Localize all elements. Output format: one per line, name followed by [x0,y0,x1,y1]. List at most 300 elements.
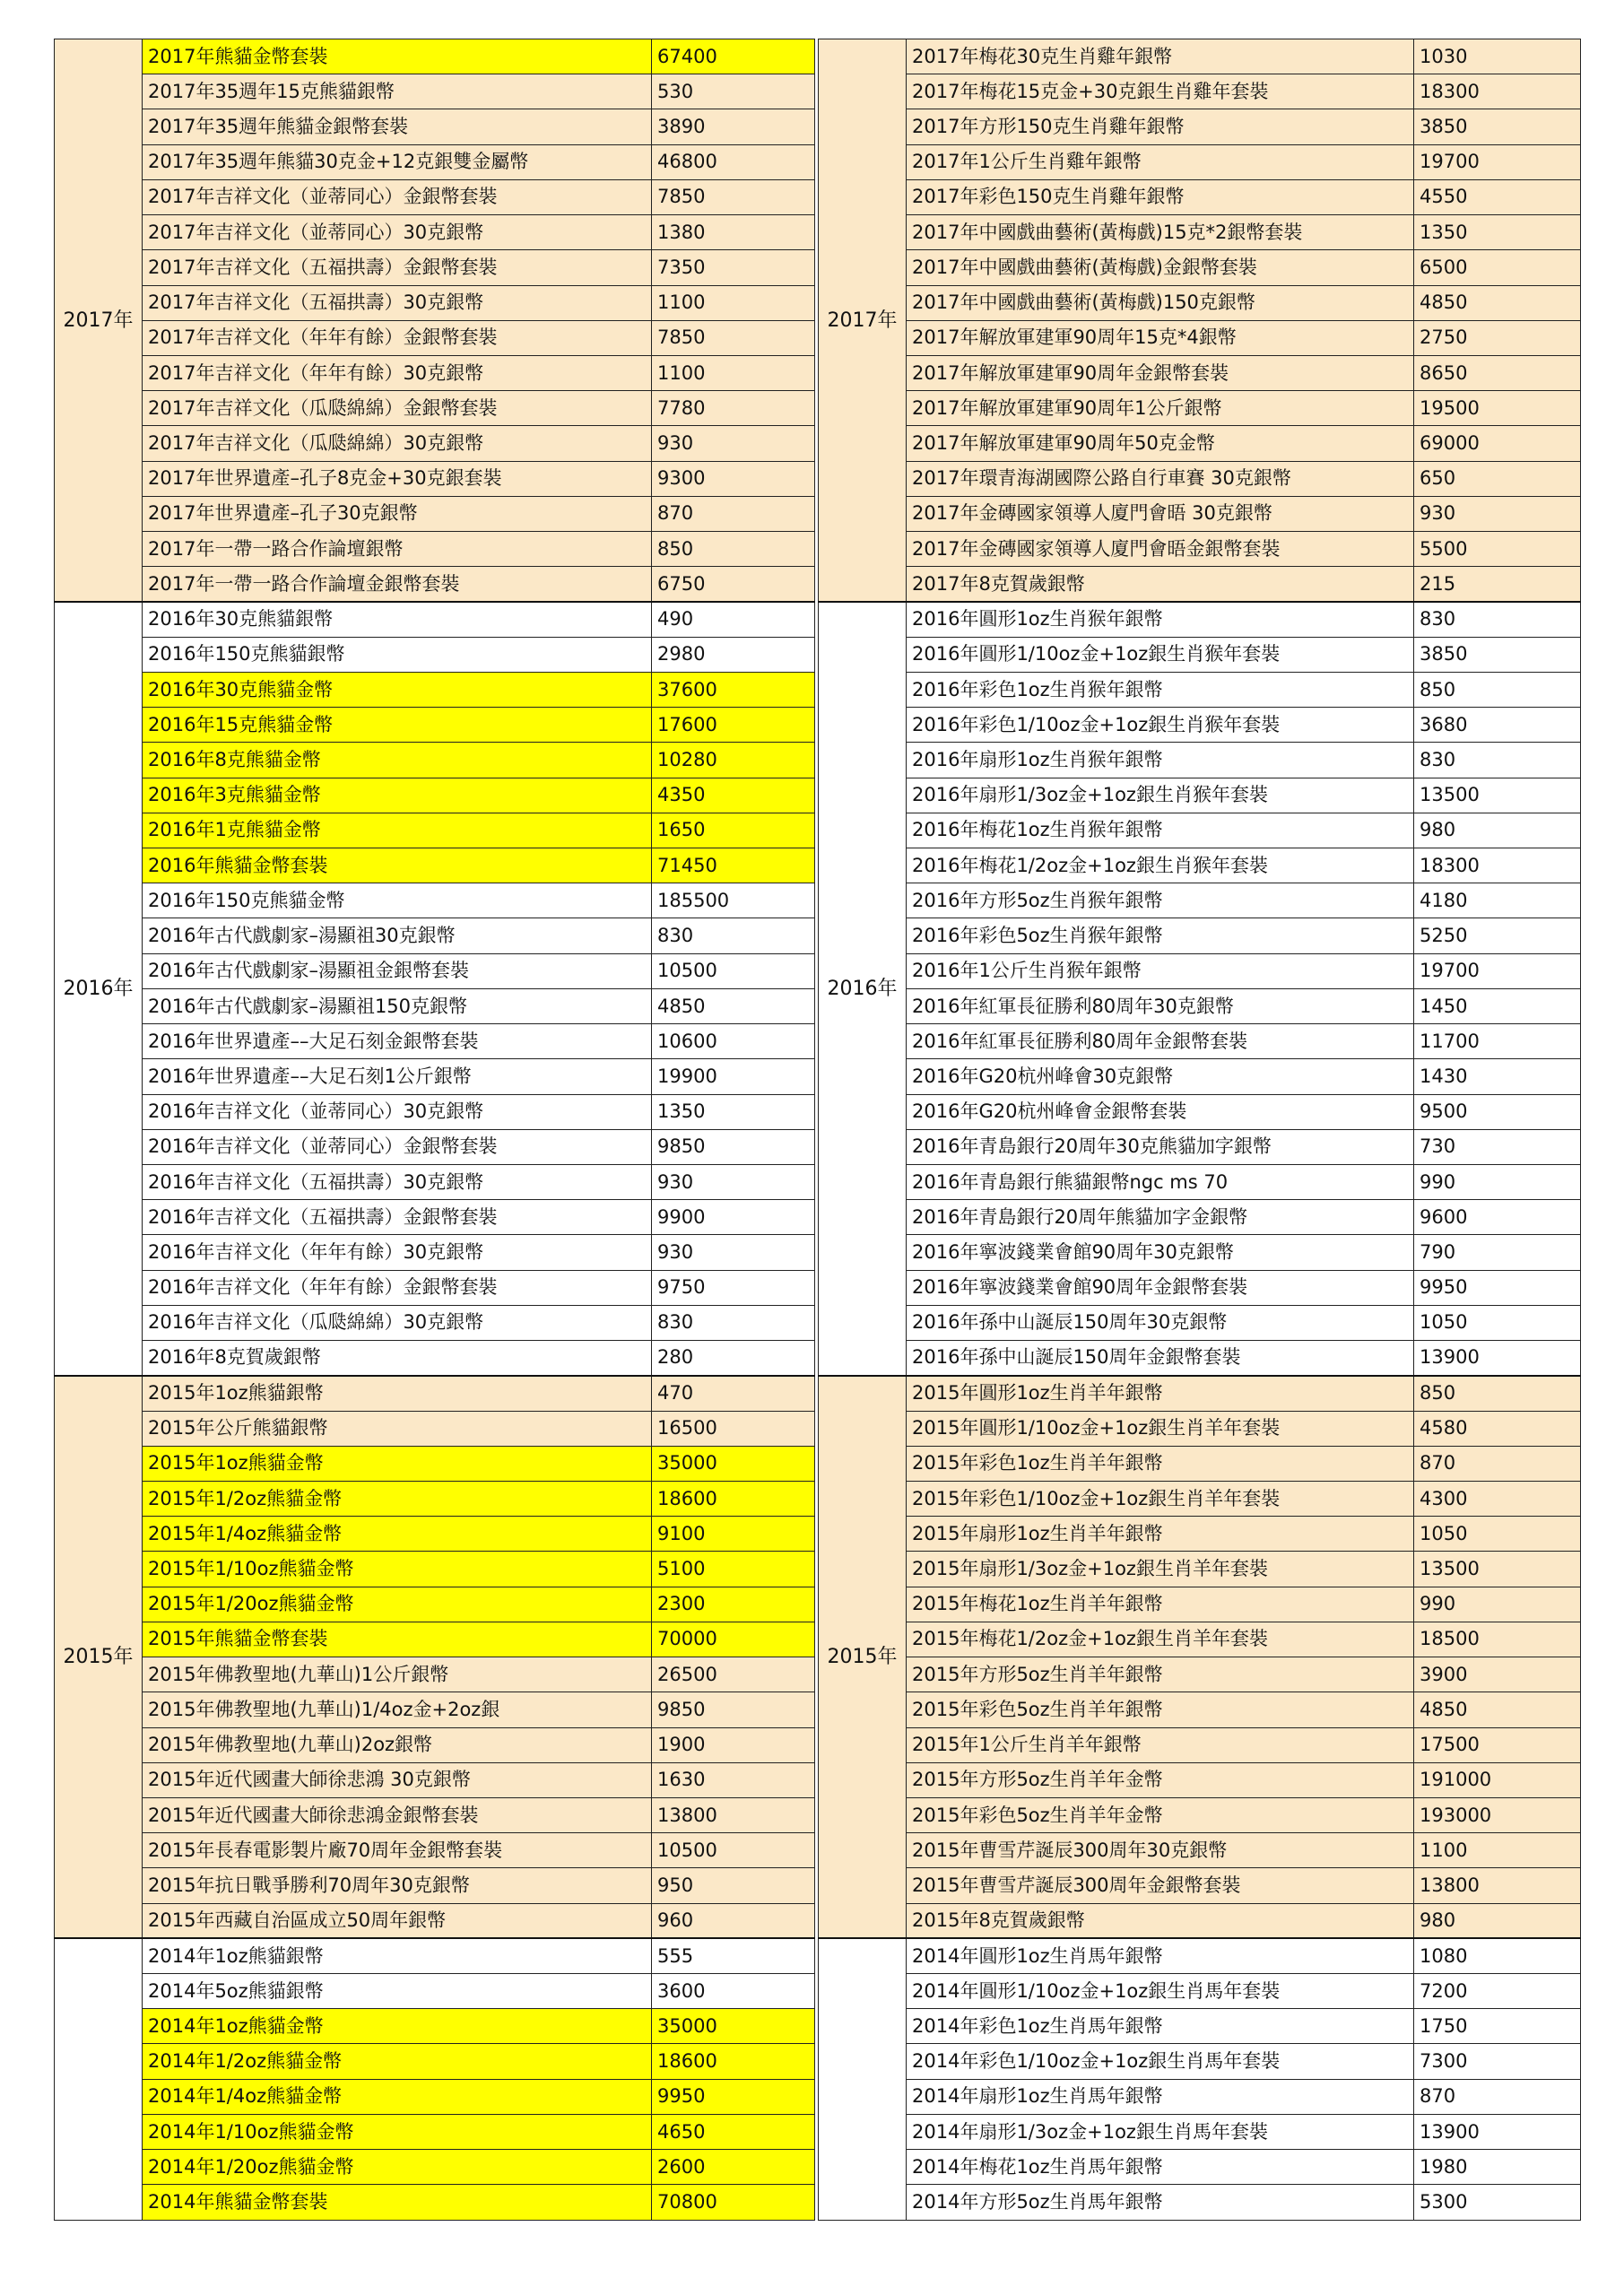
price-cell: 1650 [652,813,815,848]
year-cell: 2017年 [819,39,907,603]
price-cell: 470 [652,1376,815,1411]
price-cell: 870 [1414,2079,1581,2114]
coin-name-cell: 2017年環青海湖國際公路自行車賽 30克銀幣 [907,461,1414,496]
table-row [55,1411,815,1446]
coin-name-cell: 2016年150克熊貓金幣 [143,883,652,918]
coin-name-cell: 2015年彩色5oz生肖羊年金幣 [907,1797,1414,1832]
coin-name-cell: 2017年解放軍建軍90周年50克金幣 [907,426,1414,461]
price-cell: 280 [652,1341,815,1376]
coin-name-cell: 2017年吉祥文化（年年有餘）30克銀幣 [143,355,652,390]
table-row [55,1024,815,1059]
table-row [55,672,815,707]
price-cell: 830 [652,918,815,953]
coin-name-cell: 2017年熊貓金幣套裝 [143,39,652,74]
price-cell: 3680 [1414,708,1581,743]
coin-name-cell: 2016年古代戲劇家–湯顯祖150克銀幣 [143,988,652,1023]
coin-name-cell: 2016年1公斤生肖猴年銀幣 [907,953,1414,988]
coin-name-cell: 2017年梅花15克金+30克銀生肖雞年套裝 [907,74,1414,109]
table-row [55,1657,815,1692]
coin-name-cell: 2016年世界遺產––大足石刻金銀幣套裝 [143,1024,652,1059]
table-row [55,215,815,250]
coin-name-cell: 2015年1oz熊貓銀幣 [143,1376,652,1411]
table-row [55,1727,815,1762]
price-cell: 4350 [652,778,815,813]
coin-name-cell: 2016年30克熊貓銀幣 [143,602,652,637]
table-row [819,2114,1581,2149]
price-cell: 960 [652,1903,815,1938]
coin-name-cell: 2016年彩色5oz生肖猴年銀幣 [907,918,1414,953]
price-cell: 7350 [652,250,815,285]
price-cell: 10500 [652,953,815,988]
coin-name-cell: 2015年方形5oz生肖羊年銀幣 [907,1657,1414,1692]
coin-name-cell: 2016年30克熊貓金幣 [143,672,652,707]
table-row [55,1165,815,1200]
coin-name-cell: 2016年3克熊貓金幣 [143,778,652,813]
price-cell: 930 [652,1165,815,1200]
coin-name-cell: 2015年公斤熊貓銀幣 [143,1411,652,1446]
coin-name-cell: 2016年吉祥文化（五福拱壽）30克銀幣 [143,1165,652,1200]
price-cell: 7200 [1414,1974,1581,2009]
table-row [55,1974,815,2009]
price-cell: 1900 [652,1727,815,1762]
table-row [55,918,815,953]
price-cell: 990 [1414,1587,1581,1622]
table-row [819,320,1581,355]
table-row [819,1868,1581,1903]
coin-name-cell: 2016年扇形1oz生肖猴年銀幣 [907,743,1414,778]
price-cell: 1350 [1414,215,1581,250]
table-row [55,1270,815,1305]
coin-name-cell: 2016年梅花1/2oz金+1oz銀生肖猴年套裝 [907,848,1414,883]
price-cell: 35000 [652,2009,815,2044]
coin-name-cell: 2014年1oz熊貓金幣 [143,2009,652,2044]
coin-name-cell: 2017年金磚國家領導人廈門會晤金銀幣套裝 [907,532,1414,567]
coin-name-cell: 2015年彩色5oz生肖羊年銀幣 [907,1692,1414,1727]
price-cell: 13500 [1414,1552,1581,1587]
coin-name-cell: 2017年吉祥文化（瓜瓞綿綿）30克銀幣 [143,426,652,461]
coin-name-cell: 2015年抗日戰爭勝利70周年30克銀幣 [143,1868,652,1903]
price-cell: 10600 [652,1024,815,1059]
coin-name-cell: 2014年5oz熊貓銀幣 [143,1974,652,2009]
price-cell: 13900 [1414,2114,1581,2149]
coin-name-cell: 2016年圓形1/10oz金+1oz銀生肖猴年套裝 [907,637,1414,672]
table-row [55,1094,815,1129]
coin-name-cell: 2015年1/4oz熊貓金幣 [143,1517,652,1552]
table-row [55,74,815,109]
table-row [55,1235,815,1270]
table-row [55,1481,815,1516]
price-cell: 1430 [1414,1059,1581,1094]
coin-name-cell: 2015年圓形1oz生肖羊年銀幣 [907,1376,1414,1411]
table-row [55,848,815,883]
table-row [55,2009,815,2044]
table-row [55,602,815,637]
table-row [819,1129,1581,1164]
table-row [55,1446,815,1481]
price-cell: 2300 [652,1587,815,1622]
table-row [819,109,1581,144]
table-row [55,2150,815,2185]
table-row [55,1059,815,1094]
table-row [819,1517,1581,1552]
price-cell: 930 [652,1235,815,1270]
coin-name-cell: 2017年吉祥文化（並蒂同心）30克銀幣 [143,215,652,250]
table-row [819,1094,1581,1129]
price-cell: 4580 [1414,1411,1581,1446]
coin-name-cell: 2016年青島銀行20周年30克熊貓加字銀幣 [907,1129,1414,1164]
price-cell: 9500 [1414,1094,1581,1129]
price-cell: 650 [1414,461,1581,496]
table-row [819,1305,1581,1340]
table-row [55,743,815,778]
price-cell: 7300 [1414,2044,1581,2079]
price-cell: 830 [652,1305,815,1340]
price-cell: 18500 [1414,1622,1581,1657]
table-row [55,708,815,743]
coin-name-cell: 2016年孫中山誕辰150周年30克銀幣 [907,1305,1414,1340]
table-row [819,532,1581,567]
price-cell: 555 [652,1938,815,1973]
table-row [819,1622,1581,1657]
coin-name-cell: 2014年彩色1/10oz金+1oz銀生肖馬年套裝 [907,2044,1414,2079]
price-cell: 1380 [652,215,815,250]
price-cell: 191000 [1414,1762,1581,1797]
price-cell: 4850 [1414,285,1581,320]
coin-name-cell: 2014年扇形1/3oz金+1oz銀生肖馬年套裝 [907,2114,1414,2149]
coin-name-cell: 2017年梅花30克生肖雞年銀幣 [907,39,1414,74]
price-cell: 490 [652,602,815,637]
coin-name-cell: 2017年吉祥文化（五福拱壽）30克銀幣 [143,285,652,320]
price-cell: 13500 [1414,778,1581,813]
table-row [55,1903,815,1938]
table-row [55,883,815,918]
price-cell: 1350 [652,1094,815,1129]
price-cell: 830 [1414,602,1581,637]
coin-name-cell: 2015年梅花1/2oz金+1oz銀生肖羊年套裝 [907,1622,1414,1657]
coin-name-cell: 2014年熊貓金幣套裝 [143,2185,652,2220]
table-row [55,1938,815,1973]
table-row [55,426,815,461]
price-cell: 9100 [652,1517,815,1552]
coin-name-cell: 2016年1克熊貓金幣 [143,813,652,848]
coin-name-cell: 2014年彩色1oz生肖馬年銀幣 [907,2009,1414,2044]
price-cell: 10500 [652,1833,815,1868]
price-cell: 1750 [1414,2009,1581,2044]
coin-name-cell: 2017年中國戲曲藝術(黃梅戲)15克*2銀幣套裝 [907,215,1414,250]
table-row [55,1762,815,1797]
table-row [819,813,1581,848]
year-cell [819,1938,907,2220]
price-cell: 980 [1414,1903,1581,1938]
price-cell: 3600 [652,1974,815,2009]
price-cell: 9900 [652,1200,815,1235]
price-cell: 4850 [652,988,815,1023]
table-row [819,1376,1581,1411]
price-cell: 1050 [1414,1305,1581,1340]
coin-name-cell: 2015年西藏自治區成立50周年銀幣 [143,1903,652,1938]
coin-name-cell: 2014年1oz熊貓銀幣 [143,1938,652,1973]
table-row [55,1129,815,1164]
price-cell: 3850 [1414,637,1581,672]
coin-name-cell: 2015年扇形1oz生肖羊年銀幣 [907,1517,1414,1552]
coin-name-cell: 2014年圓形1/10oz金+1oz銀生肖馬年套裝 [907,1974,1414,2009]
table-row [819,2044,1581,2079]
coin-name-cell: 2014年1/20oz熊貓金幣 [143,2150,652,2185]
coin-name-cell: 2014年梅花1oz生肖馬年銀幣 [907,2150,1414,2185]
price-cell: 4850 [1414,1692,1581,1727]
price-cell: 4300 [1414,1481,1581,1516]
price-cell: 7780 [652,391,815,426]
table-row [819,1059,1581,1094]
coin-name-cell: 2016年古代戲劇家–湯顯祖30克銀幣 [143,918,652,953]
coin-name-cell: 2015年近代國畫大師徐悲鴻金銀幣套裝 [143,1797,652,1832]
coin-name-cell: 2017年中國戲曲藝術(黃梅戲)150克銀幣 [907,285,1414,320]
coin-name-cell: 2015年梅花1oz生肖羊年銀幣 [907,1587,1414,1622]
price-cell: 35000 [652,1446,815,1481]
price-cell: 1050 [1414,1517,1581,1552]
price-cell: 870 [652,496,815,531]
table-row [819,743,1581,778]
price-cell: 990 [1414,1165,1581,1200]
table-row [819,496,1581,531]
table-row [819,1938,1581,1973]
table-row [55,320,815,355]
coin-name-cell: 2014年圓形1oz生肖馬年銀幣 [907,1938,1414,1973]
table-row [819,1165,1581,1200]
coin-name-cell: 2014年1/10oz熊貓金幣 [143,2114,652,2149]
table-row [55,1341,815,1376]
table-row [819,215,1581,250]
coin-name-cell: 2016年孫中山誕辰150周年金銀幣套裝 [907,1341,1414,1376]
coin-name-cell: 2017年彩色150克生肖雞年銀幣 [907,179,1414,214]
price-cell: 5100 [652,1552,815,1587]
table-row [55,1305,815,1340]
table-row [55,1517,815,1552]
table-row [819,74,1581,109]
table-row [55,953,815,988]
table-row [55,355,815,390]
coin-name-cell: 2016年梅花1oz生肖猴年銀幣 [907,813,1414,848]
right-price-table [818,39,1581,2221]
table-row [55,496,815,531]
coin-name-cell: 2017年35週年熊貓30克金+12克銀雙金屬幣 [143,144,652,179]
price-cell: 830 [1414,743,1581,778]
table-row [819,1587,1581,1622]
price-cell: 6750 [652,567,815,602]
price-cell: 19700 [1414,144,1581,179]
coin-name-cell: 2017年金磚國家領導人廈門會晤 30克銀幣 [907,496,1414,531]
coin-name-cell: 2017年中國戲曲藝術(黃梅戲)金銀幣套裝 [907,250,1414,285]
table-row [819,883,1581,918]
coin-name-cell: 2016年寧波錢業會館90周年金銀幣套裝 [907,1270,1414,1305]
table-row [55,39,815,74]
price-cell: 6500 [1414,250,1581,285]
table-row [819,285,1581,320]
price-cell: 13900 [1414,1341,1581,1376]
price-cell: 10280 [652,743,815,778]
price-cell: 4550 [1414,179,1581,214]
price-cell: 1450 [1414,988,1581,1023]
coin-name-cell: 2017年一帶一路合作論壇銀幣 [143,532,652,567]
price-cell: 37600 [652,672,815,707]
coin-name-cell: 2015年曹雪芹誕辰300周年金銀幣套裝 [907,1868,1414,1903]
coin-name-cell: 2016年吉祥文化（並蒂同心）30克銀幣 [143,1094,652,1129]
coin-name-cell: 2015年1/20oz熊貓金幣 [143,1587,652,1622]
coin-name-cell: 2016年方形5oz生肖猴年銀幣 [907,883,1414,918]
price-cell: 850 [1414,1376,1581,1411]
coin-name-cell: 2017年解放軍建軍90周年15克*4銀幣 [907,320,1414,355]
price-cell: 5500 [1414,532,1581,567]
price-cell: 980 [1414,813,1581,848]
table-row [55,391,815,426]
coin-name-cell: 2016年吉祥文化（五福拱壽）金銀幣套裝 [143,1200,652,1235]
table-row [819,672,1581,707]
year-cell: 2015年 [55,1376,143,1939]
year-cell: 2015年 [819,1376,907,1939]
table-row [819,637,1581,672]
year-cell [55,1938,143,2220]
price-cell: 17600 [652,708,815,743]
price-cell: 870 [1414,1446,1581,1481]
coin-name-cell: 2017年吉祥文化（並蒂同心）金銀幣套裝 [143,179,652,214]
price-cell: 9850 [652,1129,815,1164]
table-row [819,778,1581,813]
coin-name-cell: 2015年1/10oz熊貓金幣 [143,1552,652,1587]
price-cell: 71450 [652,848,815,883]
coin-name-cell: 2015年彩色1/10oz金+1oz銀生肖羊年套裝 [907,1481,1414,1516]
coin-name-cell: 2016年紅軍長征勝利80周年30克銀幣 [907,988,1414,1023]
table-row [55,1587,815,1622]
price-cell: 17500 [1414,1727,1581,1762]
price-cell: 19900 [652,1059,815,1094]
coin-name-cell: 2015年1公斤生肖羊年銀幣 [907,1727,1414,1762]
coin-name-cell: 2016年青島銀行20周年熊貓加字金銀幣 [907,1200,1414,1235]
table-row [819,1727,1581,1762]
table-row [819,988,1581,1023]
table-row [819,179,1581,214]
table-row [55,1376,815,1411]
price-cell: 790 [1414,1235,1581,1270]
price-cell: 850 [652,532,815,567]
coin-name-cell: 2015年佛教聖地(九華山)1公斤銀幣 [143,1657,652,1692]
table-row [55,813,815,848]
price-cell: 19700 [1414,953,1581,988]
table-row [819,1270,1581,1305]
coin-name-cell: 2015年曹雪芹誕辰300周年30克銀幣 [907,1833,1414,1868]
price-cell: 5250 [1414,918,1581,953]
coin-name-cell: 2016年150克熊貓銀幣 [143,637,652,672]
table-row [819,1762,1581,1797]
table-row [55,144,815,179]
table-row [819,391,1581,426]
coin-name-cell: 2016年扇形1/3oz金+1oz銀生肖猴年套裝 [907,778,1414,813]
table-row [55,2079,815,2114]
price-cell: 2600 [652,2150,815,2185]
coin-name-cell: 2016年G20杭州峰會30克銀幣 [907,1059,1414,1094]
coin-name-cell: 2016年圓形1oz生肖猴年銀幣 [907,602,1414,637]
coin-name-cell: 2016年吉祥文化（年年有餘）30克銀幣 [143,1235,652,1270]
table-row [819,1024,1581,1059]
coin-name-cell: 2015年方形5oz生肖羊年金幣 [907,1762,1414,1797]
price-cell: 930 [1414,496,1581,531]
price-cell: 19500 [1414,391,1581,426]
price-cell: 16500 [652,1411,815,1446]
coin-name-cell: 2015年熊貓金幣套裝 [143,1622,652,1657]
price-cell: 7850 [652,320,815,355]
table-row [819,1797,1581,1832]
coin-name-cell: 2017年35週年15克熊貓銀幣 [143,74,652,109]
price-cell: 69000 [1414,426,1581,461]
price-cell: 950 [652,1868,815,1903]
coin-name-cell: 2015年彩色1oz生肖羊年銀幣 [907,1446,1414,1481]
coin-name-cell: 2014年方形5oz生肖馬年銀幣 [907,2185,1414,2220]
coin-name-cell: 2017年吉祥文化（五福拱壽）金銀幣套裝 [143,250,652,285]
coin-name-cell: 2014年1/4oz熊貓金幣 [143,2079,652,2114]
table-row [55,988,815,1023]
table-row [819,2079,1581,2114]
coin-name-cell: 2017年吉祥文化（年年有餘）金銀幣套裝 [143,320,652,355]
price-cell: 850 [1414,672,1581,707]
table-row [55,1692,815,1727]
table-row [55,778,815,813]
coin-name-cell: 2016年彩色1oz生肖猴年銀幣 [907,672,1414,707]
table-row [819,461,1581,496]
coin-name-cell: 2016年紅軍長征勝利80周年金銀幣套裝 [907,1024,1414,1059]
price-cell: 3900 [1414,1657,1581,1692]
table-row [819,1235,1581,1270]
price-cell: 18600 [652,2044,815,2079]
price-cell: 530 [652,74,815,109]
table-row [819,1657,1581,1692]
price-cell: 1100 [652,355,815,390]
price-cell: 70000 [652,1622,815,1657]
coin-name-cell: 2017年解放軍建軍90周年1公斤銀幣 [907,391,1414,426]
coin-name-cell: 2016年熊貓金幣套裝 [143,848,652,883]
price-cell: 46800 [652,144,815,179]
table-row [819,708,1581,743]
price-cell: 1100 [652,285,815,320]
coin-name-cell: 2016年8克熊貓金幣 [143,743,652,778]
coin-name-cell: 2016年吉祥文化（瓜瓞綿綿）30克銀幣 [143,1305,652,1340]
table-row [819,39,1581,74]
table-row [819,1411,1581,1446]
price-cell: 2750 [1414,320,1581,355]
coin-name-cell: 2017年一帶一路合作論壇金銀幣套裝 [143,567,652,602]
table-row [819,1833,1581,1868]
table-row [819,953,1581,988]
table-row [819,2009,1581,2044]
price-cell: 9300 [652,461,815,496]
table-row [55,1868,815,1903]
coin-name-cell: 2016年吉祥文化（年年有餘）金銀幣套裝 [143,1270,652,1305]
table-row [819,250,1581,285]
table-row [819,2150,1581,2185]
coin-name-cell: 2015年近代國畫大師徐悲鴻 30克銀幣 [143,1762,652,1797]
table-row [819,1974,1581,2009]
coin-name-cell: 2017年世界遺產–孔子8克金+30克銀套裝 [143,461,652,496]
price-cell: 26500 [652,1657,815,1692]
coin-name-cell: 2016年古代戲劇家–湯顯祖金銀幣套裝 [143,953,652,988]
coin-name-cell: 2015年長春電影製片廠70周年金銀幣套裝 [143,1833,652,1868]
table-row [819,355,1581,390]
coin-name-cell: 2015年1oz熊貓金幣 [143,1446,652,1481]
price-cell: 1080 [1414,1938,1581,1973]
coin-name-cell: 2016年吉祥文化（並蒂同心）金銀幣套裝 [143,1129,652,1164]
table-row [55,567,815,602]
coin-name-cell: 2014年1/2oz熊貓金幣 [143,2044,652,2079]
table-row [55,1622,815,1657]
price-cell: 4650 [652,2114,815,2149]
